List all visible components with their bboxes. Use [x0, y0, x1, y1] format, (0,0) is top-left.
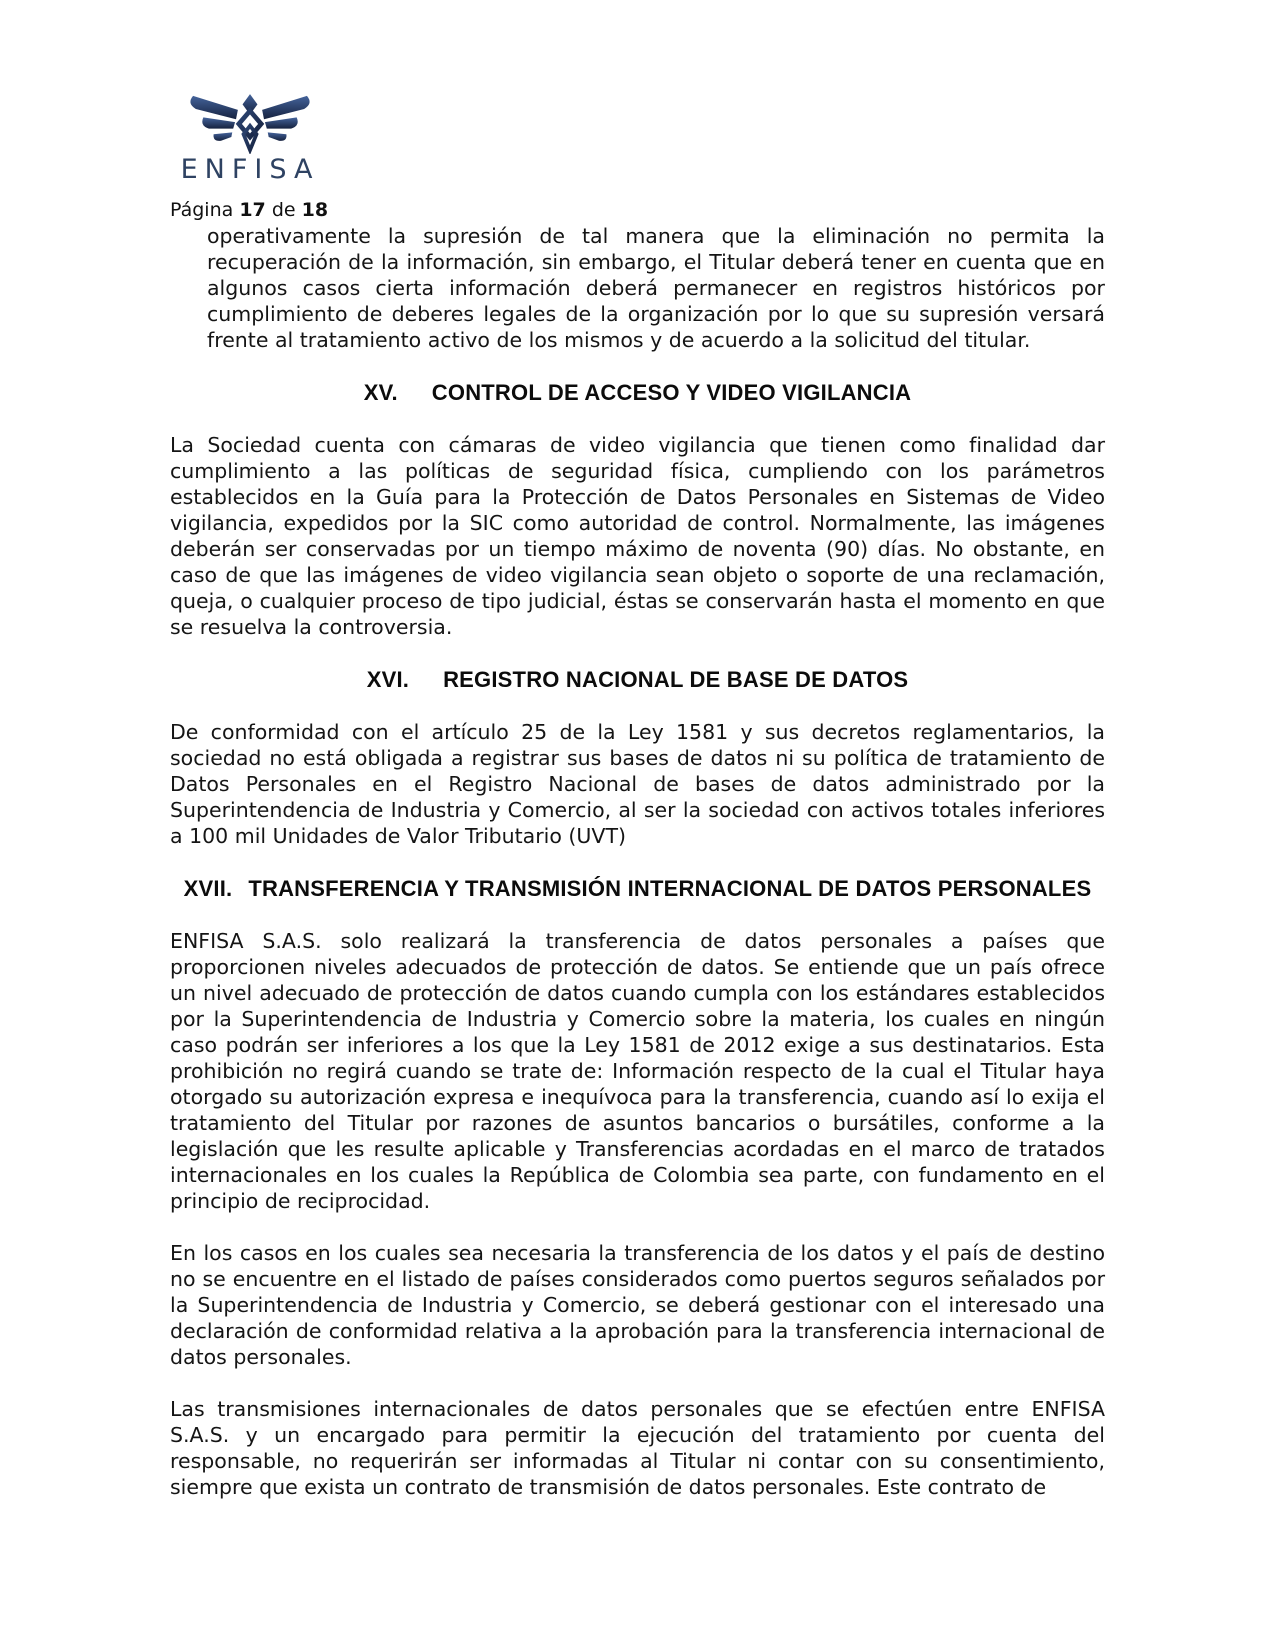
document-body — [170, 223, 1105, 1500]
page-number-connector: de — [271, 199, 296, 221]
section-number: XV. — [363, 380, 398, 405]
logo-wordmark: ENFISA — [180, 154, 320, 185]
page-number-prefix: Página — [170, 199, 234, 221]
section-xvii-paragraph-3: Las transmisiones internacionales de datos personales que se efectúen entre ENFISA S.A.S. y un encargado para permitir la ejecución del tratamiento por cuenta del responsable, no requerirán ser informadas al Titular ni contar con su consentimiento, siempre que exista un contrato de transmisión de datos personales. Este contrato de — [170, 1397, 1105, 1499]
section-title: TRANSFERENCIA Y TRANSMISIÓN INTERNACIONAL DE DATOS PERSONALES — [248, 876, 1092, 901]
page-number-current: 17 — [239, 199, 266, 221]
page-header — [170, 92, 1105, 221]
enfisa-eagle-icon — [180, 92, 320, 154]
continuation-paragraph: operativamente la supresión de tal manera que la eliminación no permita la recuperación de la información, sin embargo, el Titular deberá tener en cuenta que en algunos casos cierta información deberá permanecer en registros históricos por cumplimiento de deberes legales de la organización por lo que su supresión versará frente al tratamiento activo de los mismos y de acuerdo a la solicitud del titular. — [207, 224, 1105, 352]
section-title: CONTROL DE ACCESO Y VIDEO VIGILANCIA — [431, 380, 912, 405]
section-xvii-paragraph-2: En los casos en los cuales sea necesaria la transferencia de los datos y el país de destino no se encuentre en el listado de países considerados como puertos seguros señalados por la Superintendencia de Industria y Comercio, se deberá gestionar con el interesado una declaración de conformidad relativa a la aprobación para la transferencia internacional de datos personales. — [170, 1241, 1105, 1369]
section-heading-xvi — [170, 666, 1105, 693]
section-heading-xv — [170, 379, 1105, 406]
section-title: REGISTRO NACIONAL DE BASE DE DATOS — [443, 667, 909, 692]
company-logo — [180, 92, 330, 183]
section-xv-paragraph: La Sociedad cuenta con cámaras de video vigilancia que tienen como finalidad dar cumplimiento a las políticas de seguridad física, cumpliendo con los parámetros establecidos en la Guía para la Protección de Datos Personales en Sistemas de Video vigilancia, expedidos por la SIC como autoridad de control. Normalmente, las imágenes deberán ser conservadas por un tiempo máximo de noventa (90) días. No obstante, en caso de que las imágenes de video vigilancia sean objeto o soporte de una reclamación, queja, o cualquier proceso de tipo judicial, éstas se conservarán hasta el momento en que se resuelva la controversia. — [170, 433, 1105, 639]
section-number: XVII. — [183, 876, 233, 901]
page-number — [170, 199, 1105, 221]
section-heading-xvii — [170, 875, 1105, 902]
page-number-total: 18 — [301, 199, 329, 221]
section-number: XVI. — [366, 667, 410, 692]
section-xvii-paragraph-1: ENFISA S.A.S. solo realizará la transferencia de datos personales a países que proporcionen niveles adecuados de protección de datos. Se entiende que un país ofrece un nivel adecuado de protección de datos cuando cumpla con los estándares establecidos por la Superintendencia de Industria y Comercio sobre la materia, los cuales en ningún caso podrán ser inferiores a los que la Ley 1581 de 2012 exige a sus destinatarios. Esta prohibición no regirá cuando se trate de: Información respecto de la cual el Titular haya otorgado su autorización expresa e inequívoca para la transferencia, cuando así lo exija el tratamiento del Titular por razones de asuntos bancarios o bursátiles, conforme a la legislación que les resulte aplicable y Transferencias acordadas en el marco de tratados internacionales en los cuales la República de Colombia sea parte, con fundamento en el principio de reciprocidad. — [170, 929, 1105, 1213]
section-xvi-paragraph: De conformidad con el artículo 25 de la Ley 1581 y sus decretos reglamentarios, la sociedad no está obligada a registrar sus bases de datos ni su política de tratamiento de Datos Personales en el Registro Nacional de bases de datos administrado por la Superintendencia de Industria y Comercio, al ser la sociedad con activos totales inferiores a 100 mil Unidades de Valor Tributario (UVT) — [170, 720, 1105, 848]
